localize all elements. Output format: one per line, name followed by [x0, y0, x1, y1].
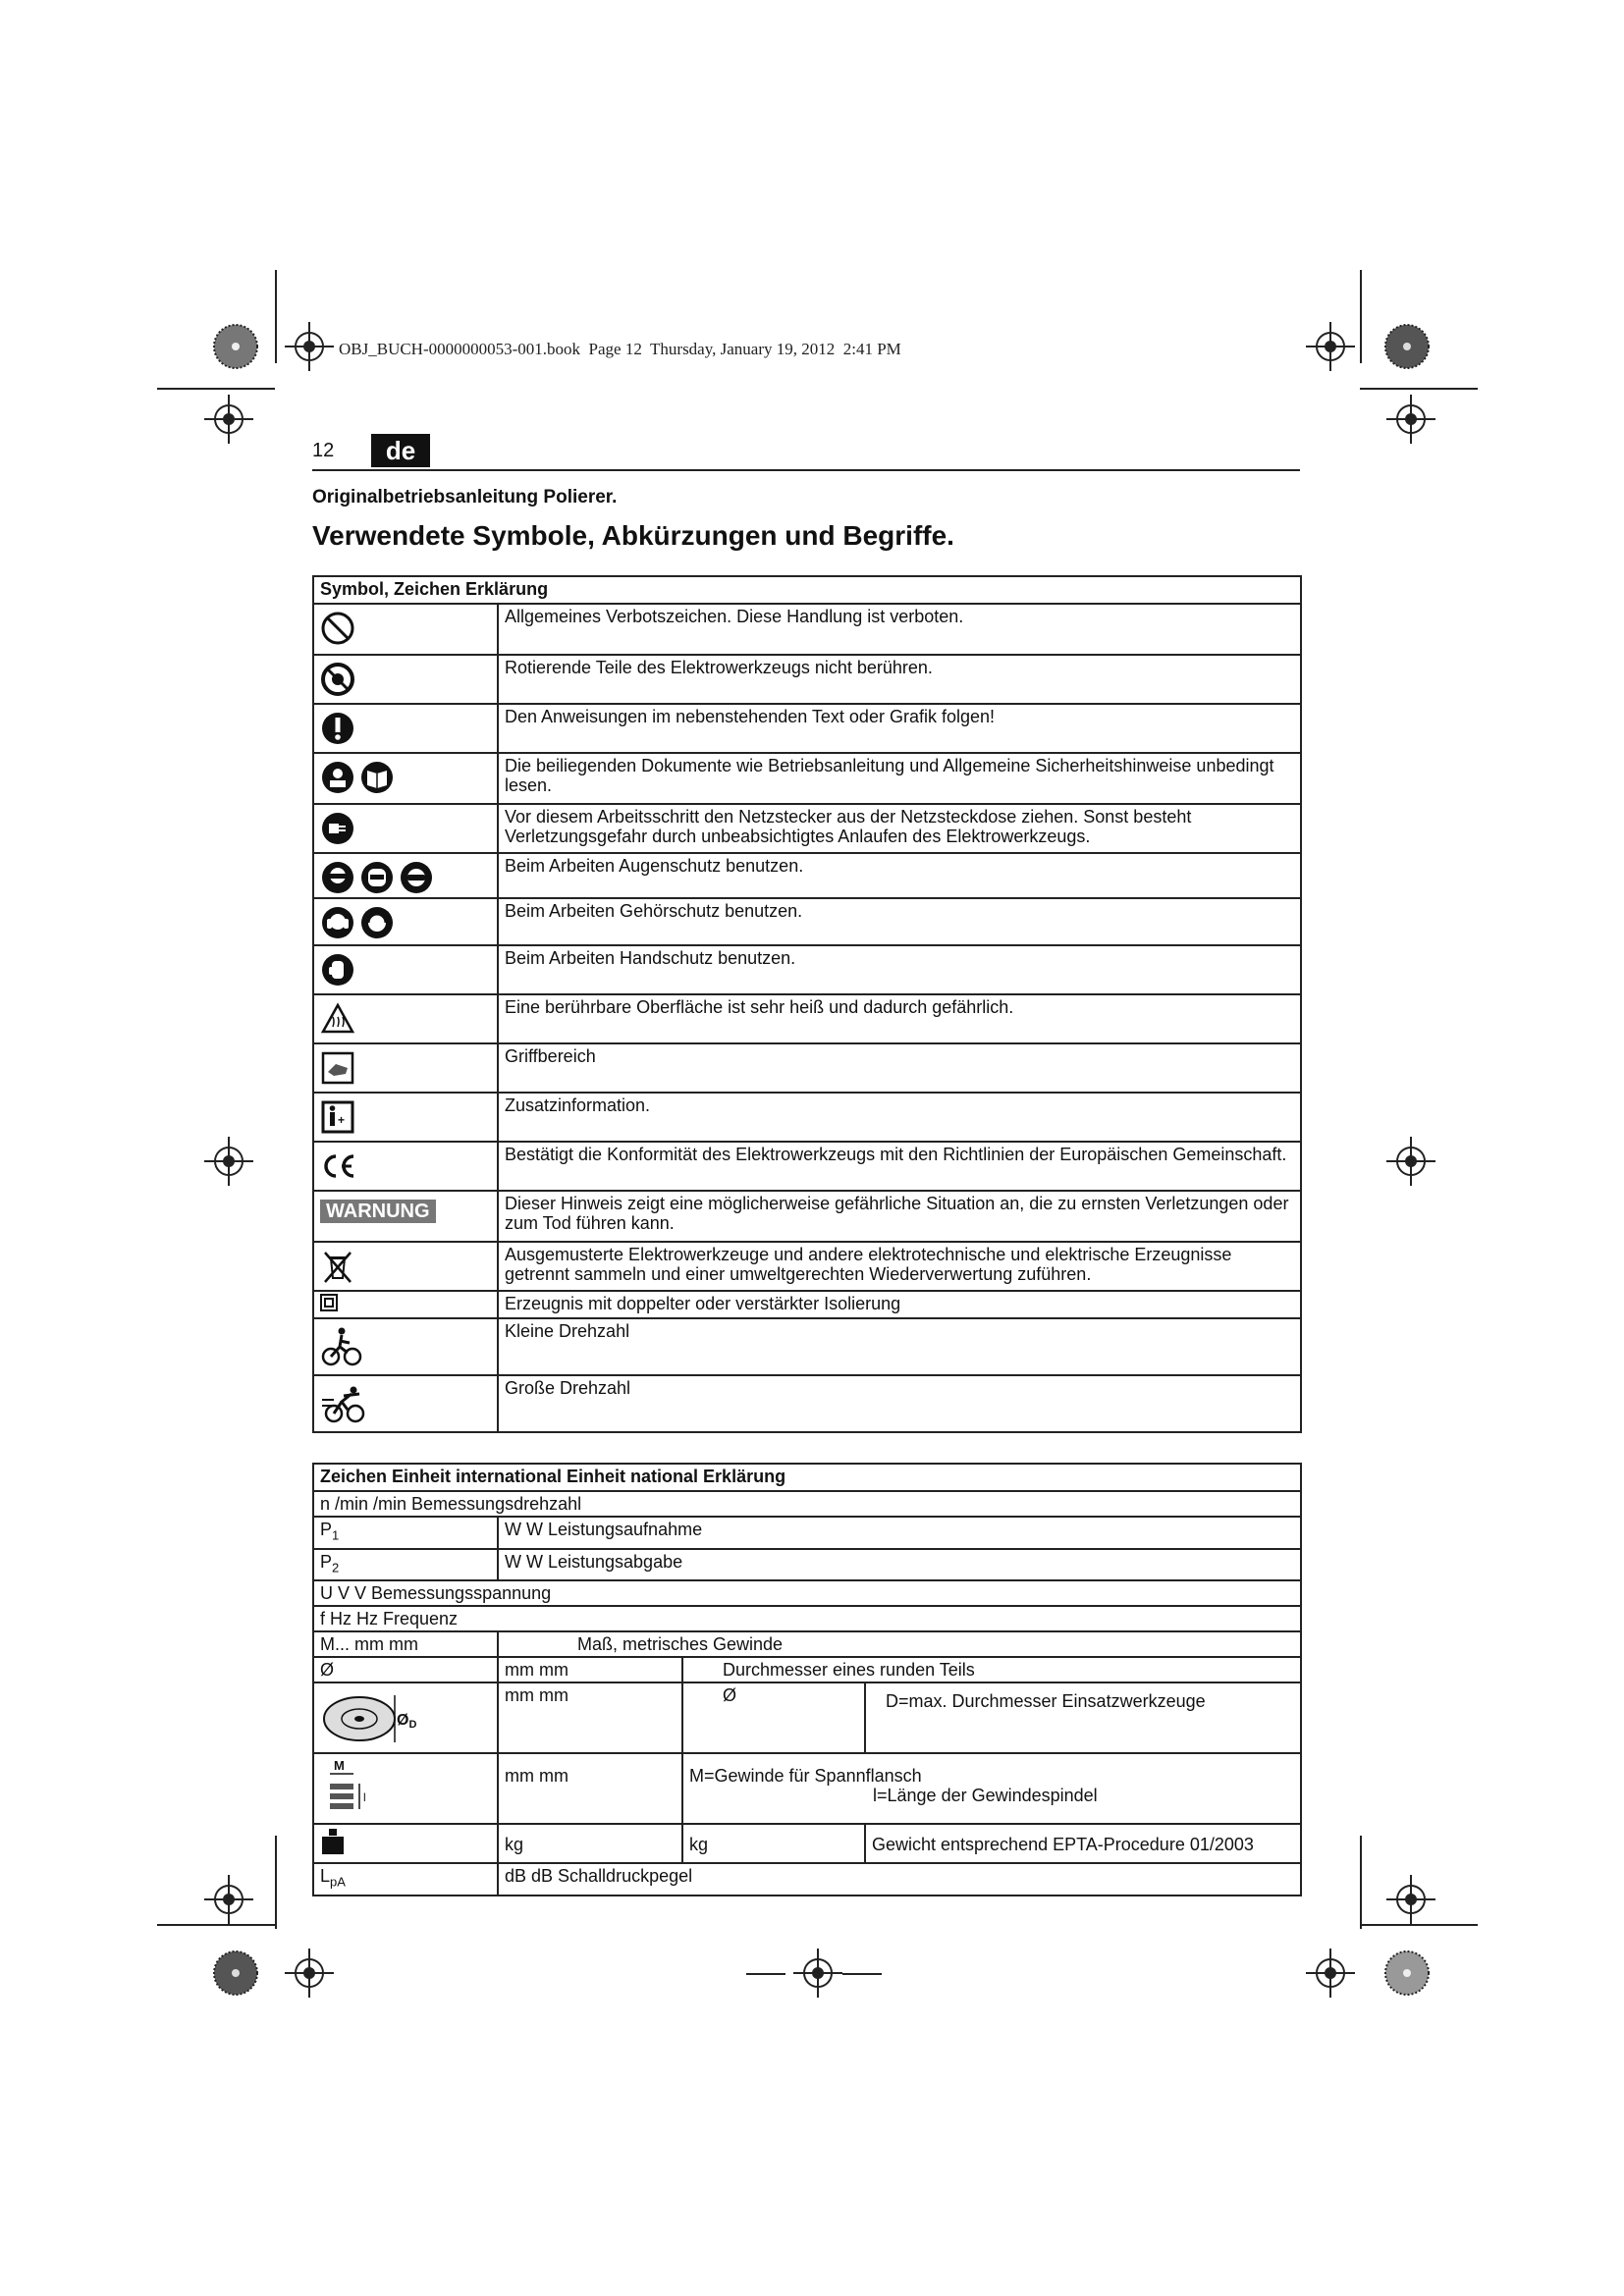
- svg-text:M: M: [334, 1758, 345, 1774]
- table-row: ØD mm mm Ø D=max. Durchmesser Einsatzwerkzeuge: [313, 1682, 1301, 1753]
- color-rosette-icon: [1382, 322, 1432, 371]
- table-row: U V V Bemessungsspannung: [313, 1580, 1301, 1606]
- ce-mark-icon: [320, 1148, 355, 1184]
- table-row: Allgemeines Verbotszeichen. Diese Handlung ist verboten.: [313, 604, 1301, 655]
- rotating-parts-prohibition-icon: [320, 662, 355, 697]
- table-row: M... mm mm Maß, metrisches Gewinde: [313, 1631, 1301, 1657]
- registration-mark-icon: [204, 1875, 253, 1924]
- registration-mark-icon: [1306, 1949, 1355, 1998]
- header-rule: [312, 469, 1300, 471]
- table-row: WARNUNG Dieser Hinweis zeigt eine möglicherweise gefährliche Situation an, die zu ernsten Verletzungen oder zum Tod führen kann.: [313, 1191, 1301, 1242]
- eye-protection-icon: [320, 860, 355, 895]
- registration-mark-icon: [285, 1949, 334, 1998]
- double-insulation-icon: [320, 1294, 338, 1311]
- svg-text:+: +: [338, 1113, 346, 1127]
- high-speed-icon: [320, 1382, 367, 1425]
- table-row: + Zusatzinformation.: [313, 1093, 1301, 1142]
- crop-mark: [1360, 1924, 1478, 1926]
- table-row: Griffbereich: [313, 1043, 1301, 1093]
- read-manual-icon: [320, 760, 355, 795]
- warning-label: WARNUNG: [320, 1200, 436, 1223]
- color-rosette-icon: [211, 322, 260, 371]
- registration-mark-icon: [793, 1949, 842, 1998]
- crop-mark: [157, 1924, 275, 1926]
- crop-mark: [157, 388, 275, 390]
- table-row: Vor diesem Arbeitsschritt den Netzstecker aus der Netzsteckdose ziehen. Sonst besteht Verletzungsgefahr durch unbeabsichtigtes Anlaufen des Elektrowerkzeugs.: [313, 804, 1301, 853]
- table-row: Beim Arbeiten Augenschutz benutzen.: [313, 853, 1301, 898]
- svg-text:ØD: ØD: [397, 1712, 417, 1732]
- table-row: kg kg Gewicht entsprechend EPTA-Procedure 01/2003: [313, 1824, 1301, 1863]
- registration-mark-icon: [1306, 322, 1355, 371]
- disc-diameter-icon: [320, 1685, 418, 1746]
- table-header-row: [313, 1464, 1301, 1491]
- color-rosette-icon: [1382, 1949, 1432, 1998]
- table-row: $P_1$ W W Leistungsaufnahme: [313, 1517, 1301, 1549]
- units-table-header: Zeichen Einheit international Einheit national Erklärung: [313, 1464, 1301, 1491]
- exclamation-icon: [320, 711, 355, 746]
- book-icon: [359, 760, 395, 795]
- table-header-row: [313, 576, 1301, 604]
- hot-surface-icon: [320, 1001, 355, 1037]
- grip-area-icon: [320, 1050, 355, 1086]
- registration-mark-icon: [204, 395, 253, 444]
- ear-protection-icon: [320, 905, 355, 940]
- crop-mark: [1360, 270, 1362, 363]
- crop-mark: [275, 1836, 277, 1929]
- unplug-icon: [320, 811, 355, 846]
- weight-icon: [320, 1827, 346, 1856]
- registration-mark-icon: [285, 322, 334, 371]
- table-row: Beim Arbeiten Handschutz benutzen.: [313, 945, 1301, 994]
- table-row: n /min /min Bemessungsdrehzahl: [313, 1491, 1301, 1517]
- crop-mark: [842, 1973, 882, 1975]
- table-row: Den Anweisungen im nebenstehenden Text oder Grafik folgen!: [313, 704, 1301, 753]
- language-badge: de: [371, 434, 430, 467]
- face-shield-icon: [359, 860, 395, 895]
- table-row: Kleine Drehzahl: [313, 1318, 1301, 1375]
- registration-mark-icon: [1386, 1875, 1435, 1924]
- page-title: Verwendete Symbole, Abkürzungen und Begriffe.: [312, 520, 954, 551]
- slow-speed-icon: [320, 1325, 363, 1368]
- weee-bin-icon: [320, 1249, 355, 1284]
- crop-mark: [1360, 1836, 1362, 1929]
- table-row: Eine berührbare Oberfläche ist sehr heiß und dadurch gefährlich.: [313, 994, 1301, 1043]
- table-row: Ausgemusterte Elektrowerkzeuge und andere elektrotechnische und elektrische Erzeugnisse getrennt sammeln und einer umweltgerechten Wiederverwertung zuführen.: [313, 1242, 1301, 1291]
- color-rosette-icon: [211, 1949, 260, 1998]
- table-row: Die beiliegenden Dokumente wie Betriebsanleitung und Allgemeine Sicherheitshinweise unbedingt lesen.: [313, 753, 1301, 804]
- registration-mark-icon: [1386, 395, 1435, 444]
- crop-mark: [1360, 388, 1478, 390]
- table-row: $L_{pA}$ dB dB Schalldruckpegel: [313, 1863, 1301, 1896]
- table-row: M l mm mm M=Gewinde für Spannflansch l=Länge der Gewindespindel: [313, 1753, 1301, 1824]
- thread-spindle-icon: [320, 1756, 383, 1817]
- symbols-table-header: Symbol, Zeichen Erklärung: [313, 576, 1301, 604]
- table-row: Ø mm mm Durchmesser eines runden Teils: [313, 1657, 1301, 1682]
- svg-text:l: l: [363, 1790, 366, 1805]
- document-subtitle: Originalbetriebsanleitung Polierer.: [312, 487, 618, 507]
- table-row: Bestätigt die Konformität des Elektrowerkzeugs mit den Richtlinien der Europäischen Gemeinschaft.: [313, 1142, 1301, 1191]
- table-row: $P_2$ W W Leistungsabgabe: [313, 1549, 1301, 1581]
- crop-mark: [275, 270, 277, 363]
- hand-protection-icon: [320, 952, 355, 988]
- table-row: Rotierende Teile des Elektrowerkzeugs nicht berühren.: [313, 655, 1301, 704]
- units-table: [312, 1463, 1302, 1896]
- book-info-line: OBJ_BUCH-0000000053-001.book Page 12 Thursday, January 19, 2012 2:41 PM: [339, 340, 901, 358]
- table-row: Erzeugnis mit doppelter oder verstärkter Isolierung: [313, 1291, 1301, 1318]
- earmuffs-icon: [359, 905, 395, 940]
- crop-mark: [746, 1973, 785, 1975]
- info-icon: [320, 1099, 355, 1135]
- page-number: 12: [312, 440, 335, 461]
- table-row: f Hz Hz Frequenz: [313, 1606, 1301, 1631]
- prohibition-icon: [320, 611, 355, 646]
- registration-mark-icon: [1386, 1137, 1435, 1186]
- goggles-icon: [399, 860, 434, 895]
- table-row: Beim Arbeiten Gehörschutz benutzen.: [313, 898, 1301, 945]
- symbols-table: [312, 575, 1302, 1433]
- table-row: Große Drehzahl: [313, 1375, 1301, 1432]
- registration-mark-icon: [204, 1137, 253, 1186]
